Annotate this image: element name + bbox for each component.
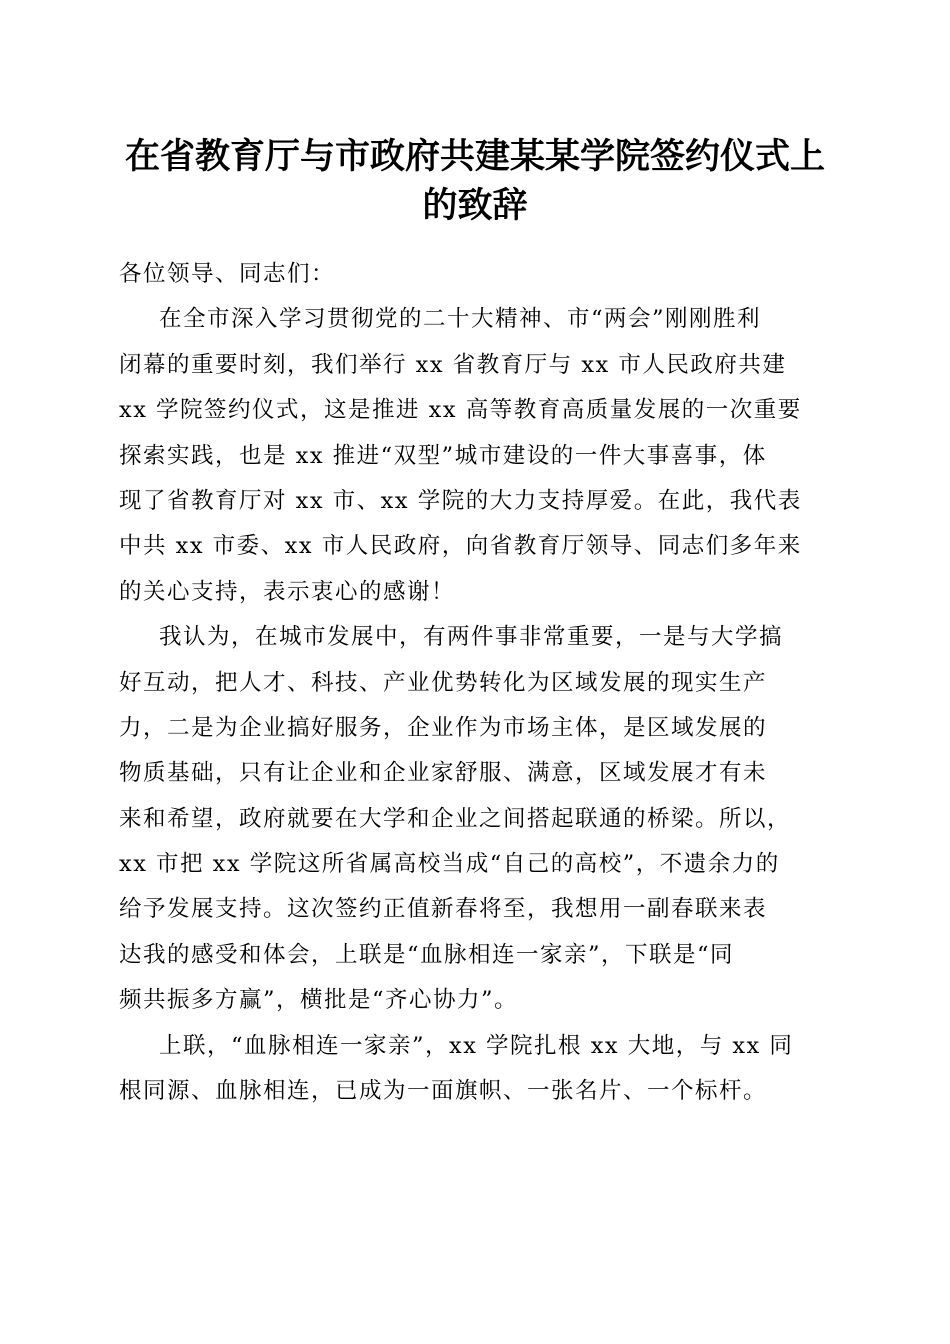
document-body [119,252,839,1114]
paragraph-line: 频共振多方赢”，横批是“齐心协力”。 [119,987,519,1014]
paragraph-line: 物质基础，只有让企业和企业家舒服、满意，区域发展才有未 [119,760,768,787]
paragraph-3 [119,1024,839,1115]
paragraph-line: 我认为，在城市发展中，有两件事非常重要，一是与大学搞 [159,624,784,651]
paragraph-line: 的关心支持，表示衷心的感谢！ [119,578,456,605]
paragraph-1 [119,297,839,615]
paragraph-2 [119,615,839,1024]
paragraph-line: 在全市深入学习贯彻党的二十大精神、市“两会”刚刚胜利 [159,306,762,333]
paragraph-line: 力，二是为企业搞好服务，企业作为市场主体，是区域发展的 [119,714,768,741]
paragraph-line: 探索实践，也是 xx 推进“双型”城市建设的一件大事喜事，体 [119,442,767,469]
paragraph-line: 中共 xx 市委、xx 市人民政府，向省教育厅领导、同志们多年来 [119,533,802,560]
title-line: 的致辞 [422,185,528,226]
document-title [100,132,850,230]
paragraph-line: 好互动，把人才、科技、产业优势转化为区域发展的现实生产 [119,669,768,696]
salutation: 各位领导、同志们： [119,261,336,287]
paragraph-line: 上联，“血脉相连一家亲”，xx 学院扎根 xx 大地，与 xx 同 [159,1032,794,1059]
paragraph-line: xx 市把 xx 学院这所省属高校当成“自己的高校”，不遗余力的 [119,851,780,878]
paragraph-line: 现了省教育厅对 xx 市、xx 学院的大力支持厚爱。在此，我代表 [119,487,802,514]
paragraph-line: 给予发展支持。这次签约正值新春将至，我想用一副春联来表 [119,896,768,923]
paragraph-line: xx 学院签约仪式，这是推进 xx 高等教育高质量发展的一次重要 [119,397,802,424]
paragraph-line: 达我的感受和体会，上联是“血脉相连一家亲”，下联是“同 [119,941,735,968]
paragraph-line: 来和希望，政府就要在大学和企业之间搭起联通的桥梁。所以， [119,805,792,832]
paragraph-line: 闭幕的重要时刻，我们举行 xx 省教育厅与 xx 市人民政府共建 [119,351,787,378]
paragraph-line: 根同源、血脉相连，已成为一面旗帜、一张名片、一个标杆。 [119,1078,768,1105]
title-line: 在省教育厅与市政府共建某某学院签约仪式上 [124,136,825,177]
